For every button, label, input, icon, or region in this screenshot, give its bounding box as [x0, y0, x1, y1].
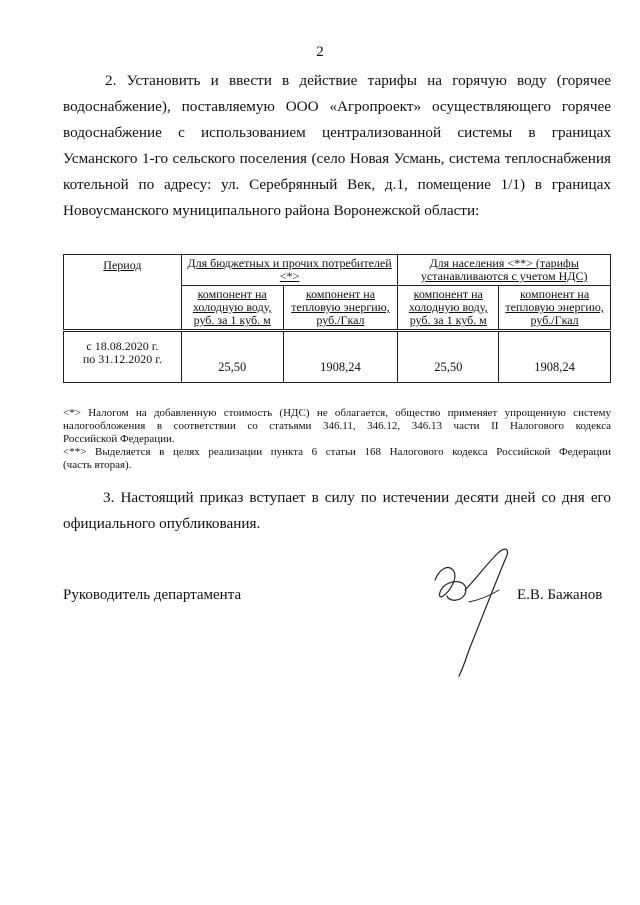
footnote-line: Российской Федерации.	[63, 433, 175, 445]
signer-title: Руководитель департамента	[63, 587, 242, 603]
paragraph-line: 2. Установить и ввести в действие тарифы на горячую воду (горячее	[105, 72, 611, 89]
table-row	[64, 331, 611, 383]
paragraph-line: водоснабжение), поставляемую ООО «Агропроект» осуществляющего горячее	[63, 98, 611, 115]
paragraph-line: Новоусманского муниципального района Воронежской области:	[63, 202, 480, 219]
cold-water-component-header: компонент на холодную воду, руб. за 1 куб. м	[181, 286, 283, 331]
paragraph-effective-date	[63, 485, 611, 537]
paragraph-tariff-establishment	[63, 68, 611, 224]
paragraph-line: Усманского 1-го сельского поселения (село Новая Усмань, система теплоснабжения	[63, 150, 611, 167]
table-header-row	[64, 255, 611, 286]
cold-water-component-header: компонент на холодную воду, руб. за 1 куб. м	[398, 286, 499, 331]
period-from: с 18.08.2020 г.	[86, 339, 159, 353]
tariff-table	[63, 254, 611, 383]
footnote-line: налогообложения в соответствии со статьями 346.11, 346.12, 346.13 части II Налогового кодекса	[63, 420, 611, 432]
footnote-line: <**> Выделяется в целях реализации пункта 6 статьи 168 Налогового кодекса Российской Федерации	[63, 446, 611, 458]
value-cell: 25,50	[398, 331, 499, 383]
heat-energy-component-header: компонент на тепловую энергию, руб./Гкал	[499, 286, 611, 331]
budget-consumers-header: Для бюджетных и прочих потребителей <*>	[181, 255, 398, 286]
period-to: по 31.12.2020 г.	[82, 352, 162, 366]
footnote-line: <*> Налогом на добавленную стоимость (НДС) не облагается, общество применяет упрощенную систему	[63, 407, 611, 419]
value-cell: 25,50	[181, 331, 283, 383]
population-header: Для населения <**> (тарифы устанавливаются с учетом НДС)	[398, 255, 611, 286]
signer-name: Е.В. Бажанов	[517, 587, 603, 603]
footnote-line: (часть вторая).	[63, 459, 132, 471]
paragraph-line: 3. Настоящий приказ вступает в силу по истечении десяти дней со дня его	[103, 489, 611, 506]
period-cell	[64, 331, 182, 383]
heat-energy-component-header: компонент на тепловую энергию, руб./Гкал	[283, 286, 398, 331]
footnotes	[63, 407, 611, 472]
paragraph-line: водоснабжение с использованием централизованной системы в границах	[63, 124, 611, 141]
page-number: 2	[316, 44, 324, 60]
handwritten-signature	[425, 540, 520, 680]
period-header: Период	[64, 255, 182, 331]
paragraph-line: официального опубликования.	[63, 515, 261, 532]
value-cell: 1908,24	[283, 331, 398, 383]
paragraph-line: котельной по адресу: ул. Серебрянный Век, д.1, помещение 1/1) в границах	[63, 176, 611, 193]
value-cell: 1908,24	[499, 331, 611, 383]
